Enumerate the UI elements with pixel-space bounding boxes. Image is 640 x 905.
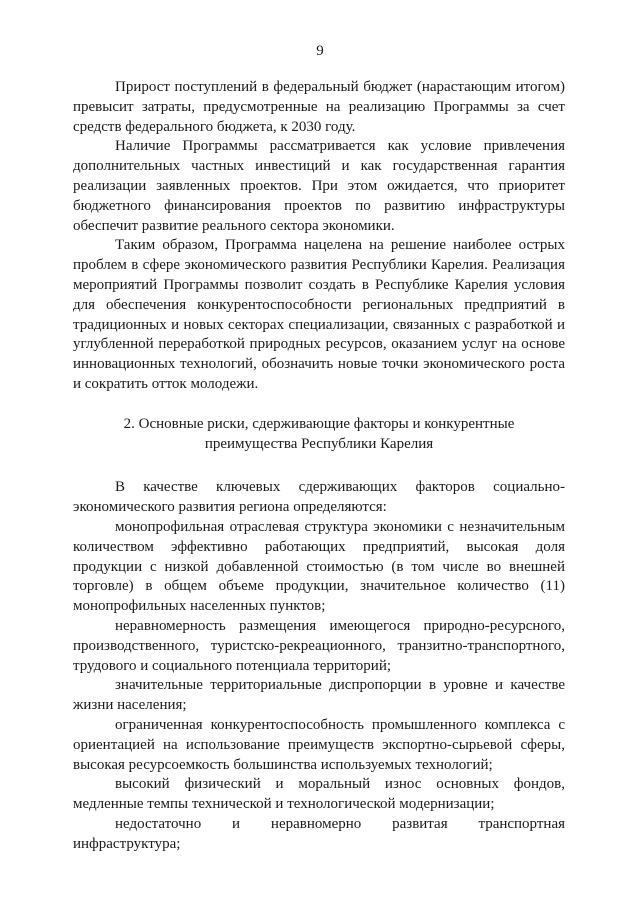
list-item: неравномерность размещения имеющегося природно-ресурсного, производственного, туристско-рекреационного, транзитно-транспортного, трудового и социального потенциала территорий; [73,617,565,674]
list-item: монопрофильная отраслевая структура экономики с незначительным количеством эффективно работающих предприятий, высокая доля продукции с низкой добавленной стоимостью (в том числе во внешней торговле) в общем объеме продукции, значительное количество (11) монопрофильных населенных пунктов; [73,518,565,615]
list-item: недостаточно и неравномерно развитая транспортная инфраструктура; [73,815,565,852]
paragraph: Наличие Программы рассматривается как условие привлечения дополнительных частных инвестиций и как государственная гарантия реализации заявленных проектов. При этом ожидается, что приоритет бюджетного финансирования проектов по развитию инфраструктуры обеспечит развитие реального сектора экономики. [73,138,565,234]
list-item: высокий физический и моральный износ основных фондов, медленные темпы технической и технологической модернизации; [73,776,565,813]
page-number: 9 [316,43,324,59]
paragraph: Таким образом, Программа нацелена на решение наиболее острых проблем в сфере экономического развития Республики Карелия. Реализация мероприятий Программы позволит создать в Республике Карелия условия для обеспечения конкурентоспособности региональных предприятий в традиционных и новых секторах специализации, связанных с разработкой и углубленной переработкой природных ресурсов, оказанием услуг на основе инновационных технологий, обозначить новые точки экономического роста и сократить отток молодежи. [73,237,565,392]
section-heading-line: 2. Основные риски, сдерживающие факторы и конкурентные [123,415,515,432]
paragraph: Прирост поступлений в федеральный бюджет (нарастающим итогом) превысит затраты, предусмотренные на реализацию Программы за счет средств федерального бюджета, к 2030 году. [73,79,565,135]
section-heading [73,415,565,455]
list-item: ограниченная конкурентоспособность промышленного комплекса с ориентацией на использование преимуществ экспортно-сырьевой сферы, высокая ресурсоемкость большинства используемых технологий; [73,716,565,773]
section-heading-line: преимущества Республики Карелия [204,435,434,452]
document-body [73,78,565,854]
paragraph: В качестве ключевых сдерживающих факторов социально-экономического развития региона определяются: [73,479,565,516]
list-item: значительные территориальные диспропорции в уровне и качестве жизни населения; [73,677,565,714]
